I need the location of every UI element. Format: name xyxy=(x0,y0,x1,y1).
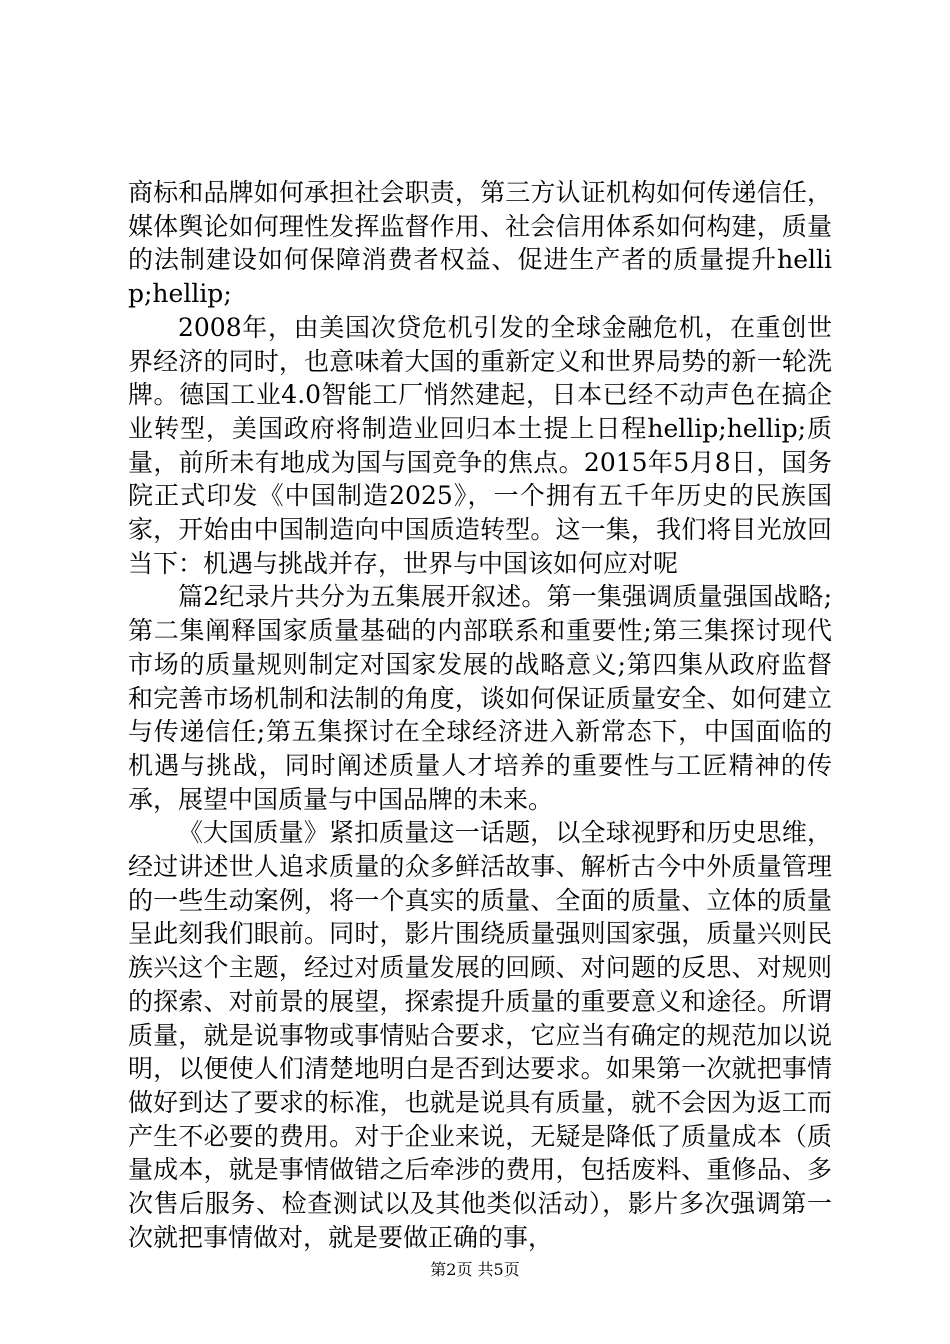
page-number: 第2页 共5页 xyxy=(430,1260,520,1279)
page-footer xyxy=(0,1260,950,1280)
paragraph-4: 《大国质量》紧扣质量这一话题，以全球视野和历史思维，经过讲述世人追求质量的众多鲜活故事、解析古今中外质量管理的一些生动案例，将一个真实的质量、全面的质量、立体的质量呈此刻我们眼前。同时，影片围绕质量强则国家强，质量兴则民族兴这个主题，经过对质量发展的回顾、对问题的反思、对规则的探索、对前景的展望，探索提升质量的重要意义和途径。所谓质量，就是说事物或事情贴合要求，它应当有确定的规范加以说明，以便使人们清楚地明白是否到达要求。如果第一次就把事情做好到达了要求的标准，也就是说具有质量，就不会因为返工而产生不必要的费用。对于企业来说，无疑是降低了质量成本（质量成本，就是事情做错之后牵涉的费用，包括废料、重修品、多次售后服务、检查测试以及其他类似活动），影片多次强调第一次就把事情做对，就是要做正确的事， xyxy=(128,818,832,1252)
paragraph-2: 2008年，由美国次贷危机引发的全球金融危机，在重创世界经济的同时，也意味着大国的重新定义和世界局势的新一轮洗牌。德国工业4.0智能工厂悄然建起，日本已经不动声色在搞企业转型，美国政府将制造业回归本土提上日程hellip;hellip;质量，前所未有地成为国与国竞争的焦点。2015年5月8日，国务院正式印发《中国制造2025》，一个拥有五千年历史的民族国家，开始由中国制造向中国质造转型。这一集，我们将目光放回当下：机遇与挑战并存，世界与中国该如何应对呢 xyxy=(128,312,832,578)
paragraph-3: 篇2纪录片共分为五集展开叙述。第一集强调质量强国战略;第二集阐释国家质量基础的内部联系和重要性;第三集探讨现代市场的质量规则制定对国家发展的战略意义;第四集从政府监督和完善市场机制和法制的角度，谈如何保证质量安全、如何建立与传递信任;第五集探讨在全球经济进入新常态下，中国面临的机遇与挑战，同时阐述质量人才培养的重要性与工匠精神的传承，展望中国质量与中国品牌的未来。 xyxy=(128,582,832,814)
body-text xyxy=(128,176,832,1255)
paragraph-1: 商标和品牌如何承担社会职责，第三方认证机构如何传递信任，媒体舆论如何理性发挥监督作用、社会信用体系如何构建，质量的法制建设如何保障消费者权益、促进生产者的质量提升hellip;hellip; xyxy=(128,178,832,309)
